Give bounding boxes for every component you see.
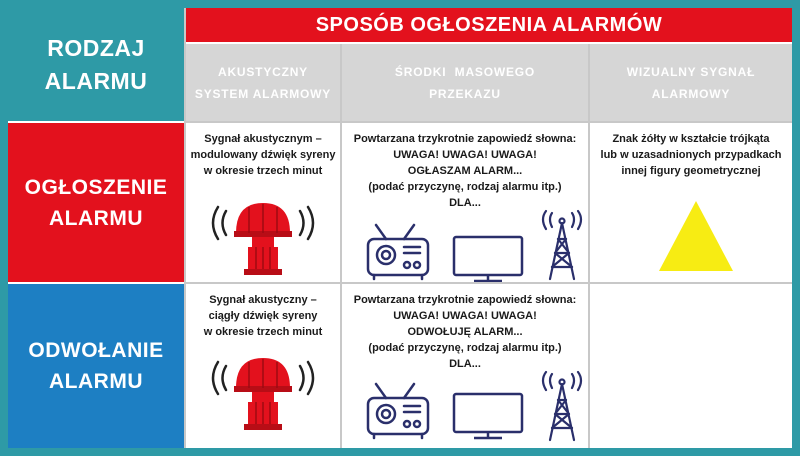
text-line: UWAGA! UWAGA! UWAGA! xyxy=(393,310,537,322)
grid-line xyxy=(8,121,184,123)
text-line: lub w uzasadnionych przypadkach xyxy=(600,149,782,161)
grid-line xyxy=(8,282,184,284)
cancel-label-line2: ALARMU xyxy=(49,370,143,393)
yellow-triangle-icon xyxy=(659,201,733,271)
antenna-tower-icon xyxy=(538,209,586,281)
text-line: Powtarzana trzykrotnie zapowiedź słowna: xyxy=(353,294,577,306)
grid-line xyxy=(184,8,186,448)
grid-line xyxy=(186,121,792,123)
text-line: w okresie trzech minut xyxy=(203,326,323,338)
announce-media-cell xyxy=(342,123,588,282)
visual-header-line1: WIZUALNY SYGNAŁ xyxy=(626,64,756,79)
announce-row-label xyxy=(8,123,184,282)
alarm-table xyxy=(8,8,792,448)
text-line: Powtarzana trzykrotnie zapowiedź słowna: xyxy=(353,133,577,145)
radio-icon xyxy=(364,223,432,281)
tv-icon xyxy=(452,235,524,283)
method-header: SPOSÓB OGŁOSZENIA ALARMÓW xyxy=(186,8,792,42)
grid-line xyxy=(186,282,792,284)
announce-acoustic-cell xyxy=(186,123,340,282)
siren-icon xyxy=(204,193,322,283)
grid-line xyxy=(340,44,342,448)
announce-visual-cell xyxy=(590,123,792,282)
grid-line xyxy=(588,44,590,448)
cancel-acoustic-cell xyxy=(186,284,340,448)
acoustic-header-line1: AKUSTYCZNY xyxy=(217,64,308,79)
text-line: (podać przyczynę, rodzaj alarmu itp.) xyxy=(368,181,562,193)
siren-icon xyxy=(204,348,322,438)
media-header-line2: PRZEKAZU xyxy=(429,86,501,101)
text-line: Sygnał akustycznym – xyxy=(204,133,322,145)
acoustic-column-header xyxy=(186,44,340,121)
text-line: innej figury geometrycznej xyxy=(621,165,761,177)
acoustic-header-line2: SYSTEM ALARMOWY xyxy=(194,86,332,101)
antenna-tower-icon xyxy=(538,370,586,442)
type-header-line1: RODZAJ xyxy=(47,34,145,61)
cancel-label-line1: ODWOŁANIE xyxy=(28,339,164,362)
text-line: OGŁASZAM ALARM... xyxy=(407,165,523,177)
media-column-header xyxy=(342,44,588,121)
visual-column-header xyxy=(590,44,792,121)
announce-label-line2: ALARMU xyxy=(49,206,143,230)
text-line: Znak żółty w kształcie trójkąta xyxy=(612,133,770,145)
type-header xyxy=(8,8,184,121)
type-header-line2: ALARMU xyxy=(44,67,148,94)
text-line: DLA... xyxy=(449,358,481,370)
text-line: ODWOŁUJĘ ALARM... xyxy=(407,326,523,338)
radio-icon xyxy=(364,382,432,440)
tv-icon xyxy=(452,392,524,440)
cancel-row-label xyxy=(8,284,184,448)
cancel-media-cell xyxy=(342,284,588,448)
media-header-line1: ŚRODKI MASOWEGO xyxy=(394,64,536,79)
announce-label-line1: OGŁOSZENIE xyxy=(24,175,168,199)
cancel-visual-cell xyxy=(590,284,792,448)
text-line: ciągły dźwięk syreny xyxy=(208,310,318,322)
text-line: DLA... xyxy=(449,197,481,209)
text-line: (podać przyczynę, rodzaj alarmu itp.) xyxy=(368,342,562,354)
visual-header-line2: ALARMOWY xyxy=(651,86,731,101)
text-line: Sygnał akustyczny – xyxy=(209,294,317,306)
text-line: modulowany dźwięk syreny xyxy=(190,149,336,161)
text-line: w okresie trzech minut xyxy=(203,165,323,177)
text-line: UWAGA! UWAGA! UWAGA! xyxy=(393,149,537,161)
